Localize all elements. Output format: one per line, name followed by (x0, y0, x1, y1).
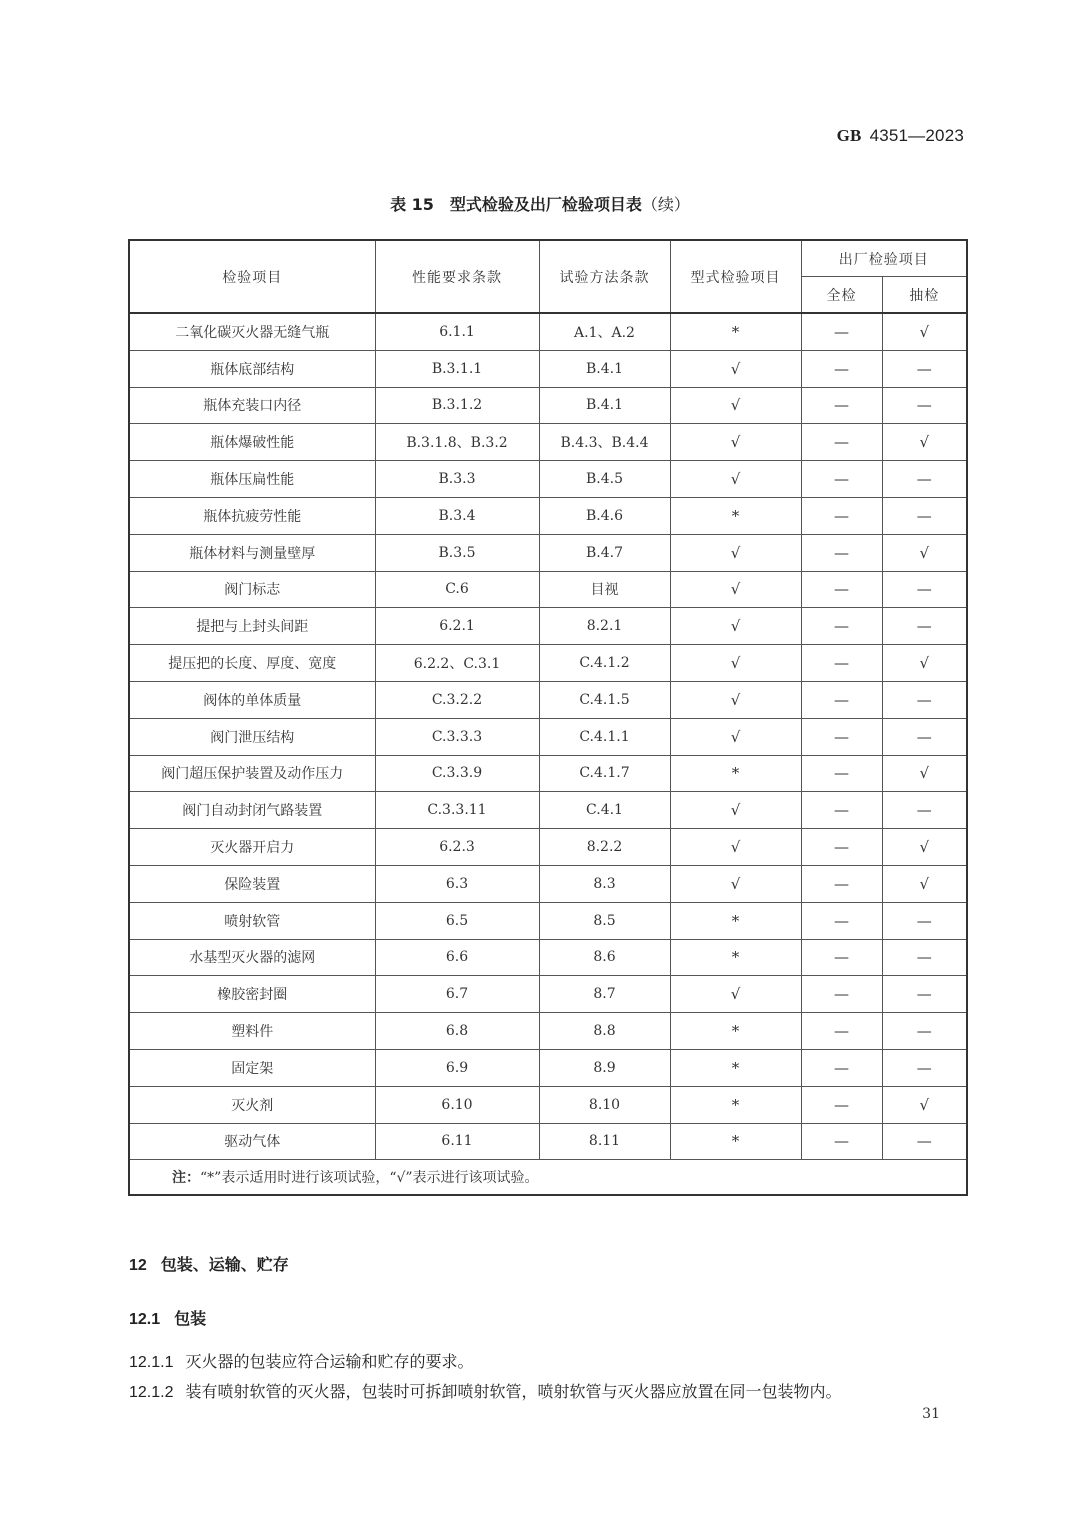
col-header-method: 试验方法条款 (539, 240, 670, 313)
cell-requirement: 6.3 (375, 865, 539, 902)
table-row (129, 534, 967, 571)
col-header-sample-inspection: 抽检 (882, 277, 967, 314)
cell-item: 阀门自动封闭气路装置 (129, 792, 375, 829)
cell-full-inspection: — (801, 645, 882, 682)
clause-text: 装有喷射软管的灭火器，包装时可拆卸喷射软管，喷射软管与灭火器应放置在同一包装物内。 (185, 1382, 842, 1401)
cell-requirement: C.3.2.2 (375, 681, 539, 718)
cell-method: B.4.5 (539, 461, 670, 498)
cell-requirement: C.3.3.9 (375, 755, 539, 792)
cell-item: 瓶体充装口内径 (129, 387, 375, 424)
table-row (129, 976, 967, 1013)
note-text: “*”表示适用时进行该项试验，“√”表示进行该项试验。 (200, 1170, 539, 1187)
cell-requirement: 6.7 (375, 976, 539, 1013)
cell-full-inspection: — (801, 681, 882, 718)
cell-sample-inspection: — (882, 939, 967, 976)
cell-item: 保险装置 (129, 865, 375, 902)
table-row (129, 865, 967, 902)
page-number: 31 (922, 1406, 940, 1422)
cell-method: B.4.3、B.4.4 (539, 424, 670, 461)
cell-requirement: B.3.4 (375, 497, 539, 534)
table-title-text: 表 15 型式检验及出厂检验项目表 (390, 195, 642, 214)
cell-full-inspection: — (801, 608, 882, 645)
cell-type-test: √ (670, 608, 801, 645)
cell-sample-inspection: — (882, 1123, 967, 1160)
table-row (129, 608, 967, 645)
cell-sample-inspection: — (882, 792, 967, 829)
cell-type-test: √ (670, 829, 801, 866)
cell-method: B.4.1 (539, 350, 670, 387)
cell-type-test: * (670, 902, 801, 939)
table-row (129, 792, 967, 829)
cell-full-inspection: — (801, 1086, 882, 1123)
cell-requirement: B.3.1.8、B.3.2 (375, 424, 539, 461)
cell-item: 瓶体抗疲劳性能 (129, 497, 375, 534)
cell-sample-inspection: — (882, 1049, 967, 1086)
cell-type-test: √ (670, 976, 801, 1013)
cell-full-inspection: — (801, 461, 882, 498)
cell-full-inspection: — (801, 313, 882, 350)
cell-full-inspection: — (801, 424, 882, 461)
cell-requirement: B.3.1.1 (375, 350, 539, 387)
cell-item: 阀门泄压结构 (129, 718, 375, 755)
table-row (129, 313, 967, 350)
cell-type-test: * (670, 755, 801, 792)
cell-method: 目视 (539, 571, 670, 608)
cell-method: C.4.1.7 (539, 755, 670, 792)
table-row (129, 461, 967, 498)
cell-sample-inspection: — (882, 387, 967, 424)
cell-requirement: C.3.3.3 (375, 718, 539, 755)
cell-method: 8.10 (539, 1086, 670, 1123)
cell-method: 8.8 (539, 1013, 670, 1050)
cell-item: 提把与上封头间距 (129, 608, 375, 645)
cell-sample-inspection: √ (882, 1086, 967, 1123)
cell-item: 提压把的长度、厚度、宽度 (129, 645, 375, 682)
cell-item: 瓶体底部结构 (129, 350, 375, 387)
standard-code: 4351—2023 (869, 126, 964, 145)
cell-requirement: 6.2.3 (375, 829, 539, 866)
cell-item: 橡胶密封圈 (129, 976, 375, 1013)
standard-number (837, 126, 964, 146)
cell-method: A.1、A.2 (539, 313, 670, 350)
section-title: 包装、运输、贮存 (160, 1255, 289, 1274)
cell-full-inspection: — (801, 1123, 882, 1160)
col-header-full-inspection: 全检 (801, 277, 882, 314)
cell-method: B.4.7 (539, 534, 670, 571)
cell-sample-inspection: √ (882, 424, 967, 461)
table-row (129, 645, 967, 682)
cell-type-test: √ (670, 424, 801, 461)
cell-full-inspection: — (801, 497, 882, 534)
cell-sample-inspection: — (882, 902, 967, 939)
cell-full-inspection: — (801, 939, 882, 976)
cell-type-test: * (670, 313, 801, 350)
cell-requirement: B.3.5 (375, 534, 539, 571)
cell-type-test: * (670, 1086, 801, 1123)
section-title: 包装 (174, 1309, 207, 1328)
table-row (129, 1123, 967, 1160)
cell-sample-inspection: — (882, 1013, 967, 1050)
cell-method: 8.5 (539, 902, 670, 939)
cell-type-test: √ (670, 718, 801, 755)
cell-requirement: B.3.3 (375, 461, 539, 498)
clause-12-1-1 (129, 1349, 474, 1372)
col-header-factory-inspection: 出厂检验项目 (801, 240, 967, 277)
cell-type-test: * (670, 1049, 801, 1086)
cell-full-inspection: — (801, 534, 882, 571)
cell-requirement: B.3.1.2 (375, 387, 539, 424)
cell-type-test: * (670, 1013, 801, 1050)
cell-full-inspection: — (801, 865, 882, 902)
cell-type-test: √ (670, 865, 801, 902)
cell-method: C.4.1.5 (539, 681, 670, 718)
cell-full-inspection: — (801, 571, 882, 608)
table-row (129, 350, 967, 387)
section-number: 12 (129, 1257, 147, 1274)
cell-type-test: √ (670, 534, 801, 571)
table-row (129, 497, 967, 534)
cell-item: 瓶体爆破性能 (129, 424, 375, 461)
clause-text: 灭火器的包装应符合运输和贮存的要求。 (185, 1352, 474, 1371)
cell-item: 固定架 (129, 1049, 375, 1086)
table-row (129, 939, 967, 976)
cell-sample-inspection: √ (882, 829, 967, 866)
cell-item: 二氧化碳灭火器无缝气瓶 (129, 313, 375, 350)
cell-method: 8.7 (539, 976, 670, 1013)
cell-type-test: √ (670, 792, 801, 829)
cell-method: B.4.6 (539, 497, 670, 534)
section-heading-12-1 (129, 1306, 206, 1329)
table-row (129, 902, 967, 939)
cell-type-test: √ (670, 681, 801, 718)
cell-type-test: √ (670, 571, 801, 608)
cell-method: 8.9 (539, 1049, 670, 1086)
cell-item: 灭火器开启力 (129, 829, 375, 866)
table-row (129, 829, 967, 866)
cell-sample-inspection: — (882, 681, 967, 718)
cell-full-inspection: — (801, 387, 882, 424)
table-row (129, 571, 967, 608)
table-body (129, 313, 967, 1160)
cell-requirement: 6.5 (375, 902, 539, 939)
cell-type-test: √ (670, 350, 801, 387)
cell-full-inspection: — (801, 718, 882, 755)
cell-item: 水基型灭火器的滤网 (129, 939, 375, 976)
cell-sample-inspection: — (882, 608, 967, 645)
cell-type-test: √ (670, 461, 801, 498)
cell-full-inspection: — (801, 755, 882, 792)
cell-method: 8.2.1 (539, 608, 670, 645)
cell-method: B.4.1 (539, 387, 670, 424)
cell-item: 灭火剂 (129, 1086, 375, 1123)
section-number: 12.1 (129, 1311, 161, 1328)
cell-requirement: 6.2.2、C.3.1 (375, 645, 539, 682)
cell-item: 瓶体材料与测量壁厚 (129, 534, 375, 571)
cell-type-test: √ (670, 645, 801, 682)
cell-item: 驱动气体 (129, 1123, 375, 1160)
inspection-items-table (128, 239, 968, 1196)
cell-requirement: 6.2.1 (375, 608, 539, 645)
cell-sample-inspection: — (882, 497, 967, 534)
col-header-item: 检验项目 (129, 240, 375, 313)
cell-full-inspection: — (801, 829, 882, 866)
cell-type-test: * (670, 1123, 801, 1160)
cell-type-test: * (670, 497, 801, 534)
cell-method: 8.11 (539, 1123, 670, 1160)
cell-item: 塑料件 (129, 1013, 375, 1050)
cell-sample-inspection: √ (882, 534, 967, 571)
cell-sample-inspection: √ (882, 755, 967, 792)
cell-method: 8.6 (539, 939, 670, 976)
note-label: 注： (172, 1170, 200, 1187)
cell-sample-inspection: — (882, 976, 967, 1013)
table-title (0, 192, 1080, 215)
cell-requirement: C.6 (375, 571, 539, 608)
cell-sample-inspection: — (882, 571, 967, 608)
cell-method: C.4.1 (539, 792, 670, 829)
table-row (129, 755, 967, 792)
clause-12-1-2 (129, 1379, 842, 1402)
cell-sample-inspection: √ (882, 645, 967, 682)
table-row (129, 1049, 967, 1086)
cell-requirement: 6.9 (375, 1049, 539, 1086)
standard-prefix: GB (836, 126, 862, 145)
cell-method: C.4.1.2 (539, 645, 670, 682)
table-note (129, 1160, 967, 1196)
cell-requirement: 6.6 (375, 939, 539, 976)
cell-method: C.4.1.1 (539, 718, 670, 755)
cell-method: 8.3 (539, 865, 670, 902)
table-row (129, 1013, 967, 1050)
cell-sample-inspection: √ (882, 865, 967, 902)
cell-full-inspection: — (801, 902, 882, 939)
cell-requirement: 6.8 (375, 1013, 539, 1050)
cell-sample-inspection: — (882, 350, 967, 387)
cell-requirement: C.3.3.11 (375, 792, 539, 829)
cell-full-inspection: — (801, 1013, 882, 1050)
cell-method: 8.2.2 (539, 829, 670, 866)
table-note-row (129, 1160, 967, 1196)
table-row (129, 1086, 967, 1123)
section-heading-12 (129, 1252, 289, 1275)
cell-full-inspection: — (801, 1049, 882, 1086)
table-title-continued: （续） (641, 195, 690, 214)
col-header-requirement: 性能要求条款 (375, 240, 539, 313)
table-row (129, 387, 967, 424)
cell-full-inspection: — (801, 976, 882, 1013)
table-row (129, 424, 967, 461)
cell-sample-inspection: — (882, 718, 967, 755)
col-header-type-test: 型式检验项目 (670, 240, 801, 313)
cell-requirement: 6.10 (375, 1086, 539, 1123)
cell-item: 阀门超压保护装置及动作压力 (129, 755, 375, 792)
cell-item: 喷射软管 (129, 902, 375, 939)
cell-requirement: 6.11 (375, 1123, 539, 1160)
cell-requirement: 6.1.1 (375, 313, 539, 350)
cell-item: 阀体的单体质量 (129, 681, 375, 718)
cell-item: 阀门标志 (129, 571, 375, 608)
cell-sample-inspection: — (882, 461, 967, 498)
table-row (129, 681, 967, 718)
table-row (129, 718, 967, 755)
cell-full-inspection: — (801, 350, 882, 387)
cell-type-test: √ (670, 387, 801, 424)
cell-sample-inspection: √ (882, 313, 967, 350)
clause-number: 12.1.2 (129, 1384, 174, 1401)
cell-type-test: * (670, 939, 801, 976)
cell-full-inspection: — (801, 792, 882, 829)
cell-item: 瓶体压扁性能 (129, 461, 375, 498)
clause-number: 12.1.1 (129, 1354, 174, 1371)
